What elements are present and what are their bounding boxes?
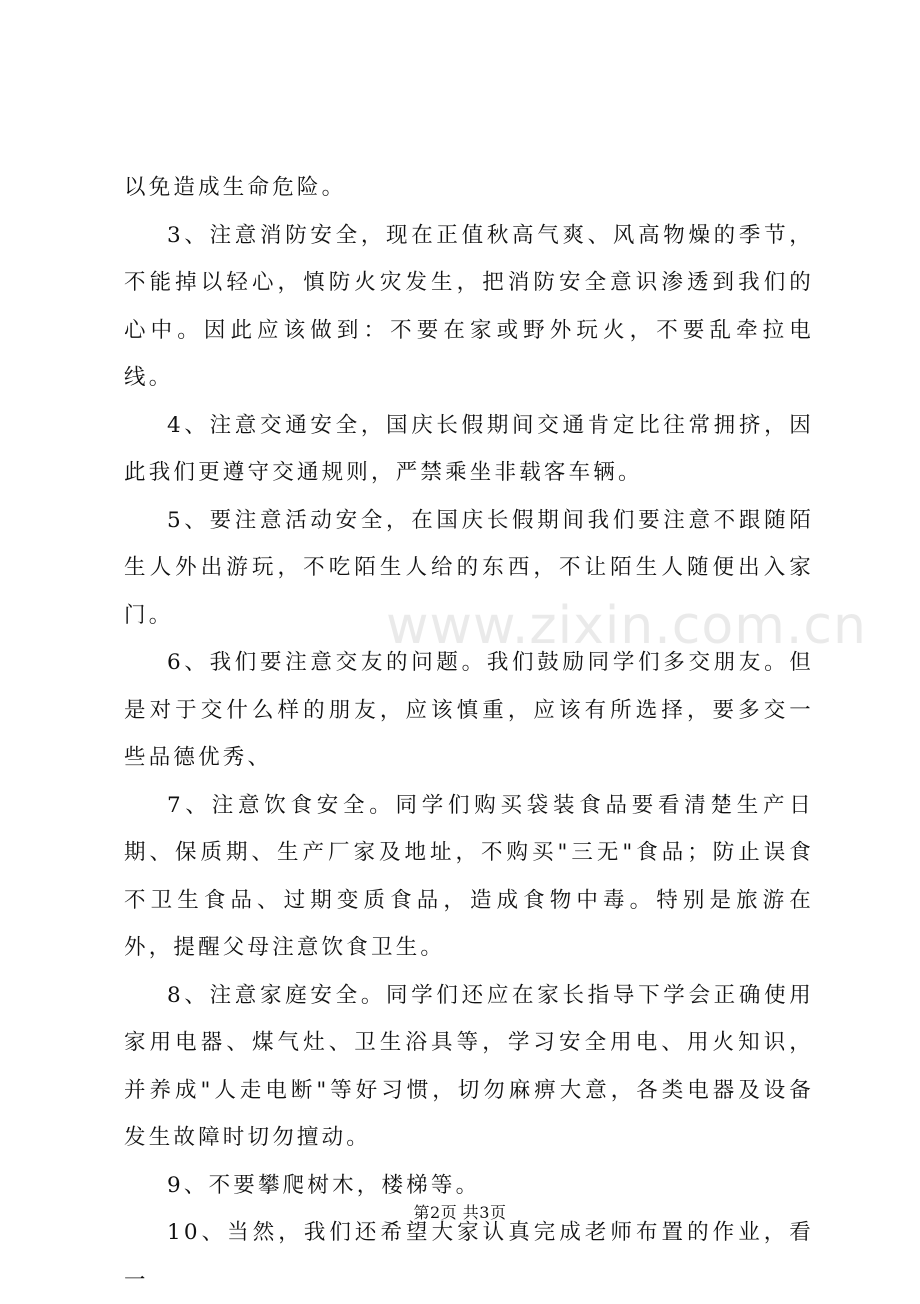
paragraph-4: 6、我们要注意交友的问题。我们鼓励同学们多交朋友。但是对于交什么样的朋友，应该慎重，应该有所选择，要多交一些品德优秀、 — [124, 650, 814, 770]
paragraph-3: 5、要注意活动安全，在国庆长假期间我们要注意不跟随陌生人外出游玩，不吃陌生人给的东西，不让陌生人随便出入家门。 — [124, 507, 814, 628]
paragraph-0: 以免造成生命危险。 — [124, 175, 347, 200]
page-footer: 第2页 共3页 — [413, 1203, 507, 1222]
paragraph-6: 8、注意家庭安全。同学们还应在家长指导下学会正确使用家用电器、煤气灶、卫生浴具等，学习安全用电、用火知识，并养成"人走电断"等好习惯，切勿麻痹大意，各类电器及设备发生故障时切勿擅动。 — [124, 982, 814, 1150]
paragraph-5: 7、注意饮食安全。同学们购买袋装食品要看清楚生产日期、保质期、生产厂家及地址，不购买"三无"食品；防止误食不卫生食品、过期变质食品，造成食物中毒。特别是旅游在外，提醒父母注意饮食卫生。 — [124, 792, 814, 960]
watermark: www.zixin.com.cn — [386, 596, 867, 656]
document-body — [124, 164, 814, 1304]
paragraph-1: 3、注意消防安全，现在正值秋高气爽、风高物燥的季节，不能掉以轻心，慎防火灾发生，把消防安全意识渗透到我们的心中。因此应该做到：不要在家或野外玩火，不要乱牵拉电线。 — [124, 222, 814, 390]
paragraph-7: 9、不要攀爬树木，楼梯等。 — [167, 1172, 481, 1198]
paragraph-8: 10、当然，我们还希望大家认真完成老师布置的作业，看一 — [124, 1220, 814, 1293]
paragraph-2: 4、注意交通安全，国庆长假期间交通肯定比往常拥挤，因此我们更遵守交通规则，严禁乘坐非载客车辆。 — [124, 412, 814, 485]
